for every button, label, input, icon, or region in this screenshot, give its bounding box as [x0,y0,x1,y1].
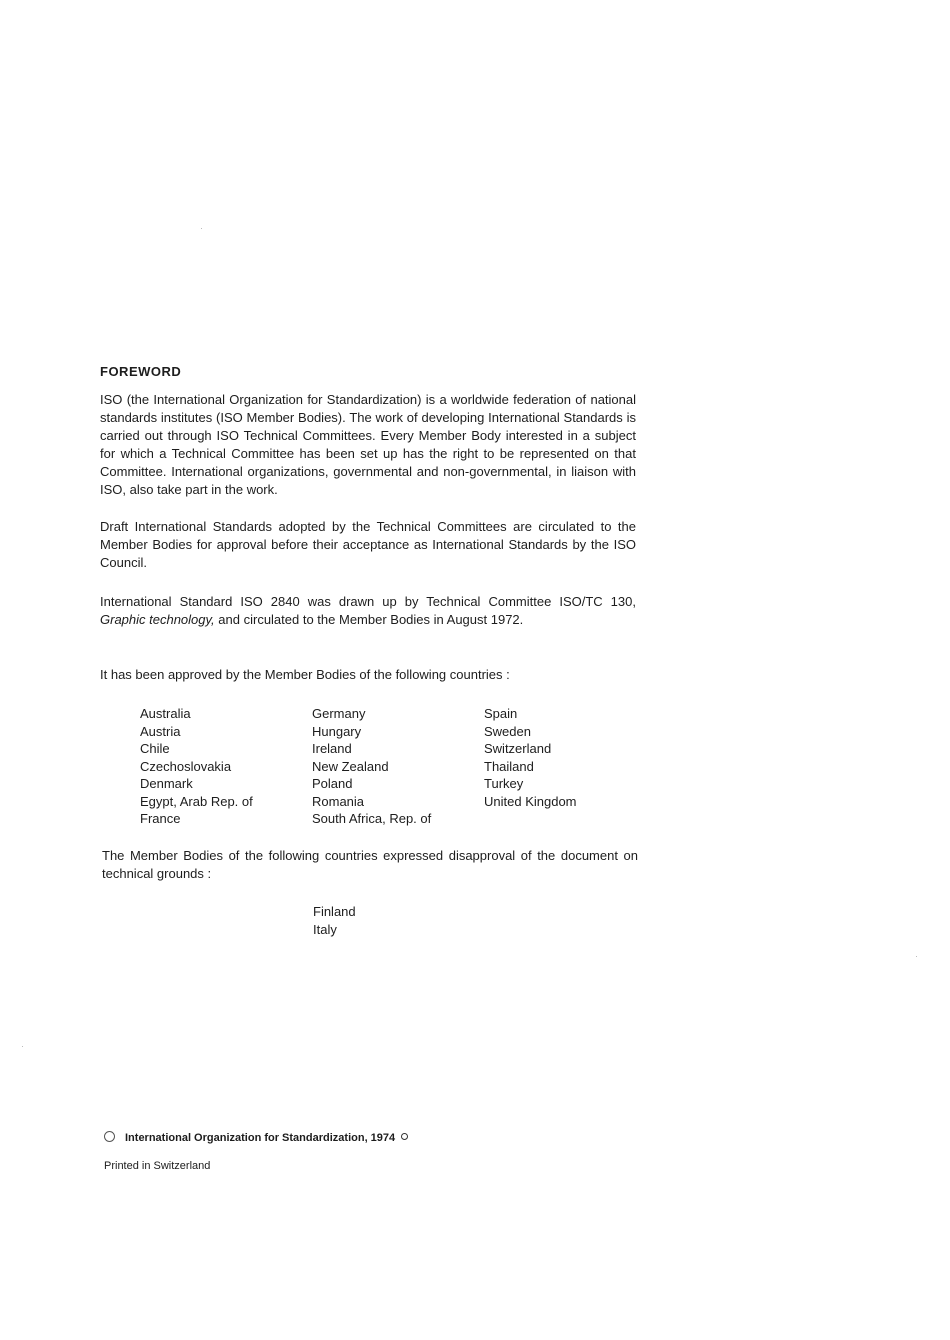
country-name: Hungary [312,723,362,739]
country-name: Poland [312,776,353,791]
country-name: Austria [140,723,181,739]
disapproving-countries [313,903,356,938]
country-name: Finland [313,904,356,919]
committee-name: Graphic technology, [100,612,215,627]
standard-origin-text: International Standard ISO 2840 was drawn up by Technical Committee ISO/TC 130, [100,594,636,609]
paragraph-iso-description: ISO (the International Organization for Standardization) is a worldwide federation of national standards institutes (ISO Member Bodies). The work of developing International Standards is carried out through ISO Technical Committees. Every Member Body interested in a subject for which a Technical Committee has been set up has the right to be represented on that Committee. International organizations, governmental and non-governmental, in liaison with ISO, also take part in the work. [100,392,636,497]
standard-origin-circulation: and circulated to the Member Bodies in August 1972. [218,612,524,627]
country-name: Ireland [312,741,352,756]
approving-countries-column-1 [140,705,253,828]
copyright-icon [104,1131,115,1142]
country-name: Romania [312,793,365,809]
printed-location: Printed in Switzerland [104,1160,211,1172]
country-name: Sweden [484,723,531,739]
approving-countries-column-3 [484,705,577,810]
copyright-notice [104,1131,408,1144]
scan-speck [916,956,917,957]
country-name: Turkey [484,776,524,791]
paragraph-standard-origin [100,593,636,629]
country-name: Italy [313,921,337,937]
country-name: United Kingdom [484,793,577,809]
country-name: Chile [140,741,170,756]
scan-speck [201,228,202,229]
approving-countries-column-2 [312,705,431,828]
country-name: Germany [312,706,366,721]
country-name: New Zealand [312,758,389,774]
country-name: France [140,811,181,826]
bullet-icon [401,1133,408,1140]
scan-speck [22,1046,23,1047]
country-name: Spain [484,706,518,721]
country-name: Australia [140,706,191,721]
country-name: South Africa, Rep. of [312,811,432,826]
paragraph-approval-intro: It has been approved by the Member Bodies of the following countries : [100,667,510,682]
foreword-title: FOREWORD [100,364,182,379]
country-name: Denmark [140,776,193,791]
country-name: Egypt, Arab Rep. of [140,793,253,809]
paragraph-draft-standards: Draft International Standards adopted by the Technical Committees are circulated to the Member Bodies for approval before their acceptance as International Standards by the ISO Council. [100,519,636,570]
paragraph-disapproval-intro: The Member Bodies of the following countries expressed disapproval of the document on technical grounds : [102,848,638,881]
country-name: Thailand [484,758,534,774]
country-name: Czechoslovakia [140,758,232,774]
country-name: Switzerland [484,741,552,756]
copyright-text: International Organization for Standardization, 1974 [125,1132,396,1144]
